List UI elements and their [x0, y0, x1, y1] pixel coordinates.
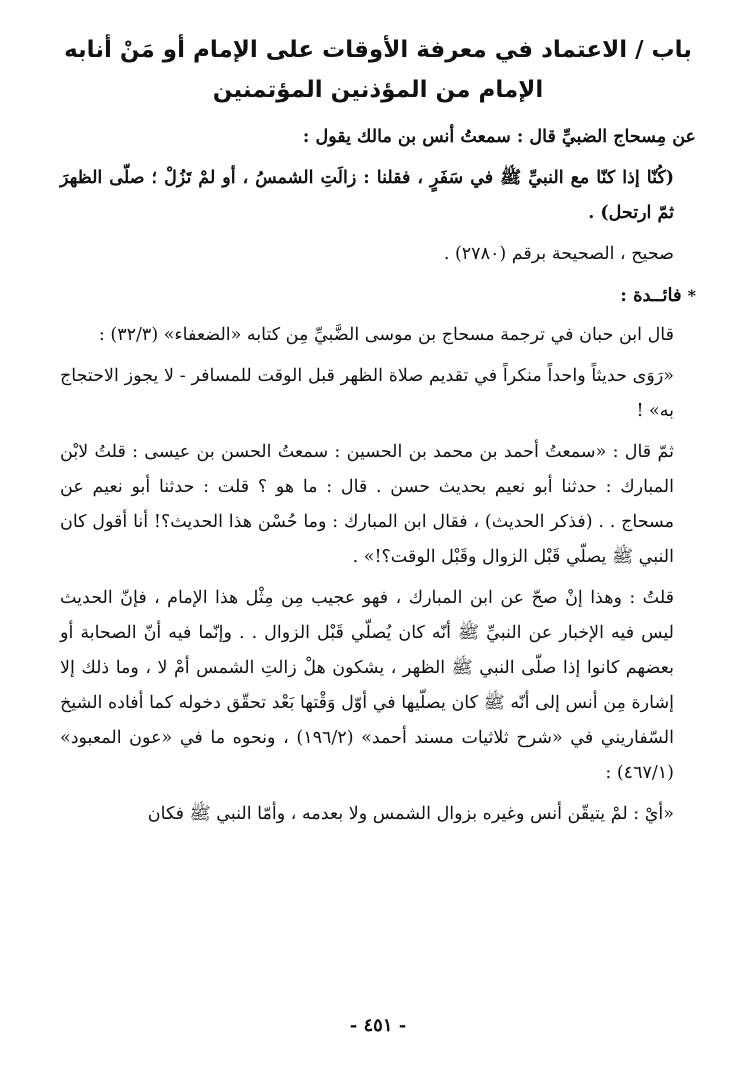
chapter-title-line-1: باب / الاعتماد في معرفة الأوقات على الإمام أو مَنْ أنابه — [64, 37, 692, 63]
hadith-text: (كُنّا إذا كنّا مع النبيِّ ﷺ في سَفَرٍ ، فقلنا : زالَتِ الشمسُ ، أو لمْ تَزُلْ ؛ صلّى الظهرَ ثمّ ارتحل) . — [60, 168, 674, 223]
paragraph-ibn-hibban: قال ابن حبان في ترجمة مسحاج بن موسى الضَّبيِّ مِن كتابه «الضعفاء» (٣٢/٣) : — [98, 325, 674, 345]
chapter-title-line-2: الإمام من المؤذنين المؤتمنين — [212, 77, 544, 103]
paragraph-awn-quote: «أيْ : لمْ يتيقّن أنس وغيره بزوال الشمس ولا بعدمه ، وأمّا النبي ﷺ فكان — [147, 804, 674, 824]
page-number: - ٤٥١ - — [349, 1015, 407, 1036]
benefit-heading: فائــدة : — [620, 285, 682, 306]
paragraph-commentary: قلتُ : وهذا إنْ صحّ عن ابن المبارك ، فهو عجيب مِن مِثْل هذا الإمام ، فإنّ الحديث ليس فيه الإخبار عن النبيِّ ﷺ أنّه كان يُصلّي قَبْل الزوال . . وإنّما فيه أنّ الصحابة أو بعضهم كانوا إذا صلّى النبي ﷺ الظهر ، يشكون هلْ زالتِ الشمس أمْ لا ، وما ذلك إلا إشارة مِن أنس إلى أنّه ﷺ كان يصلّيها في أوّل وَقْتها بَعْد تحقّق دخوله كما أفاده الشيخ السّفاريني في «شرح ثلاثيات مسند أحمد» (١٩٦/٢) ، ونحوه ما في «عون المعبود» (٤٦٧/١) : — [60, 588, 674, 783]
benefit-heading-row — [60, 278, 696, 314]
paragraph-ibn-mubarak: ثمّ قال : «سمعتُ أحمد بن محمد بن الحسين : سمعتُ الحسن بن عيسى : قلتُ لابْن المبارك : حدثنا أبو نعيم بحديث حسن . قال : ما هو ؟ قلت : حدثنا أبو نعيم عن مسحاج . . (فذكر الحديث) ، فقال ابن المبارك : وما حُسْن هذا الحديث؟! أنا أقول كان النبي ﷺ يصلّي قَبْل الزوال وقَبْل الوقت؟!» . — [60, 442, 674, 567]
book-page — [60, 30, 696, 1070]
narration-intro: عن مِسحاج الضبيِّ قال : سمعتُ أنس بن مالك يقول : — [302, 127, 696, 147]
star-icon: * — [687, 286, 696, 305]
chapter-title — [60, 30, 696, 110]
paragraph-quote-dhuafa: «رَوَى حديثاً واحداً منكراً في تقديم صلاة الظهر قبل الوقت للمسافر - لا يجوز الاحتجاج به» ! — [60, 366, 674, 421]
hadith-grading: صحيح ، الصحيحة برقم (٢٧٨٠) . — [443, 244, 674, 264]
